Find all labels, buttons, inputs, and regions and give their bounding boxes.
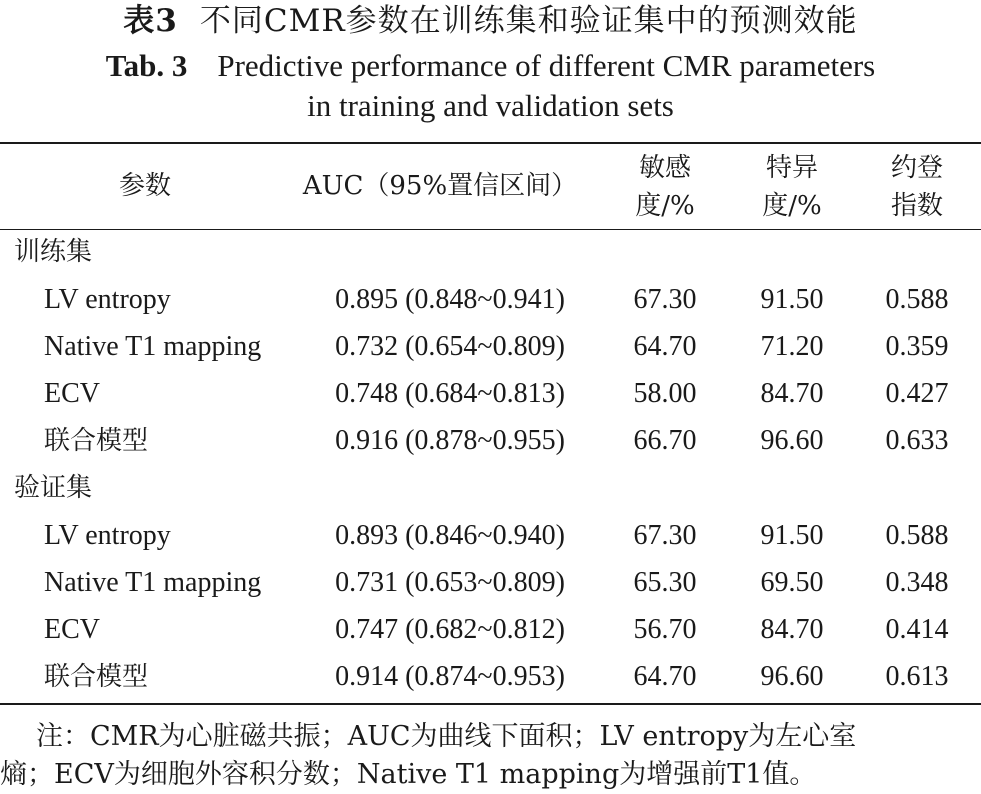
row-sensitivity: 64.70 (633, 331, 697, 362)
header-param: 参数 (118, 171, 171, 201)
row-sensitivity: 66.70 (633, 425, 697, 456)
row-auc: 0.732 (0.654~0.809) (335, 331, 565, 362)
top-rule (0, 142, 981, 144)
row-sensitivity: 58.00 (633, 378, 697, 409)
header-auc: AUC（95%置信区间） (302, 171, 578, 201)
table-caption-en-line1: Predictive performance of different CMR parameters (217, 48, 876, 83)
row-param: ECV (44, 378, 100, 409)
row-specificity: 84.70 (760, 614, 824, 645)
row-specificity: 84.70 (760, 378, 824, 409)
row-auc: 0.748 (0.684~0.813) (335, 378, 565, 409)
header-sensitivity-1: 敏感 (638, 153, 691, 183)
row-specificity: 69.50 (760, 567, 824, 598)
table-caption-en-line2: in training and validation sets (307, 88, 674, 123)
row-specificity: 71.20 (760, 331, 824, 362)
row-youden: 0.348 (885, 567, 949, 598)
row-auc: 0.895 (0.848~0.941) (335, 284, 565, 315)
row-youden: 0.588 (885, 284, 949, 315)
row-param: ECV (44, 614, 100, 645)
row-youden: 0.613 (885, 661, 949, 692)
row-sensitivity: 56.70 (633, 614, 697, 645)
row-sensitivity: 64.70 (633, 661, 697, 692)
table-label-cn: 表3 (123, 3, 178, 39)
table-note-line2: 熵；ECV为细胞外容积分数；Native T1 mapping为增强前T1值。 (0, 759, 817, 790)
row-sensitivity: 67.30 (633, 284, 697, 315)
table-note-line1: 注：CMR为心脏磁共振；AUC为曲线下面积；LV entropy为左心室 (36, 721, 857, 752)
row-param: Native T1 mapping (44, 567, 262, 598)
header-rule (0, 229, 981, 230)
row-sensitivity: 65.30 (633, 567, 697, 598)
row-auc: 0.914 (0.874~0.953) (335, 661, 565, 692)
row-youden: 0.414 (885, 614, 949, 645)
group-label-validation: 验证集 (14, 473, 93, 503)
row-param: LV entropy (44, 284, 171, 315)
row-param: LV entropy (44, 520, 171, 551)
table-title-cn (0, 2, 981, 40)
header-specificity-2: 度/% (762, 191, 822, 221)
row-specificity: 96.60 (760, 661, 824, 692)
header-youden-1: 约登 (890, 153, 943, 183)
row-param: Native T1 mapping (44, 331, 262, 362)
table-caption-cn: 不同CMR参数在训练集和验证集中的预测效能 (199, 3, 858, 39)
table-title-en-line1 (0, 46, 981, 86)
row-youden: 0.359 (885, 331, 949, 362)
header-specificity-1: 特异 (765, 153, 818, 183)
bottom-rule (0, 703, 981, 705)
row-youden: 0.588 (885, 520, 949, 551)
group-label-training: 训练集 (14, 237, 93, 267)
row-auc: 0.731 (0.653~0.809) (335, 567, 565, 598)
row-youden: 0.427 (885, 378, 949, 409)
row-auc: 0.916 (0.878~0.955) (335, 425, 565, 456)
row-specificity: 91.50 (760, 284, 824, 315)
row-auc: 0.893 (0.846~0.940) (335, 520, 565, 551)
row-param: 联合模型 (44, 426, 149, 456)
header-youden-2: 指数 (890, 191, 943, 221)
row-specificity: 96.60 (760, 425, 824, 456)
row-auc: 0.747 (0.682~0.812) (335, 614, 565, 645)
row-param: 联合模型 (44, 662, 149, 692)
row-youden: 0.633 (885, 425, 949, 456)
table-title-en (0, 46, 981, 126)
row-sensitivity: 67.30 (633, 520, 697, 551)
table-label-en: Tab. 3 (105, 48, 188, 83)
row-specificity: 91.50 (760, 520, 824, 551)
header-sensitivity-2: 度/% (635, 191, 695, 221)
